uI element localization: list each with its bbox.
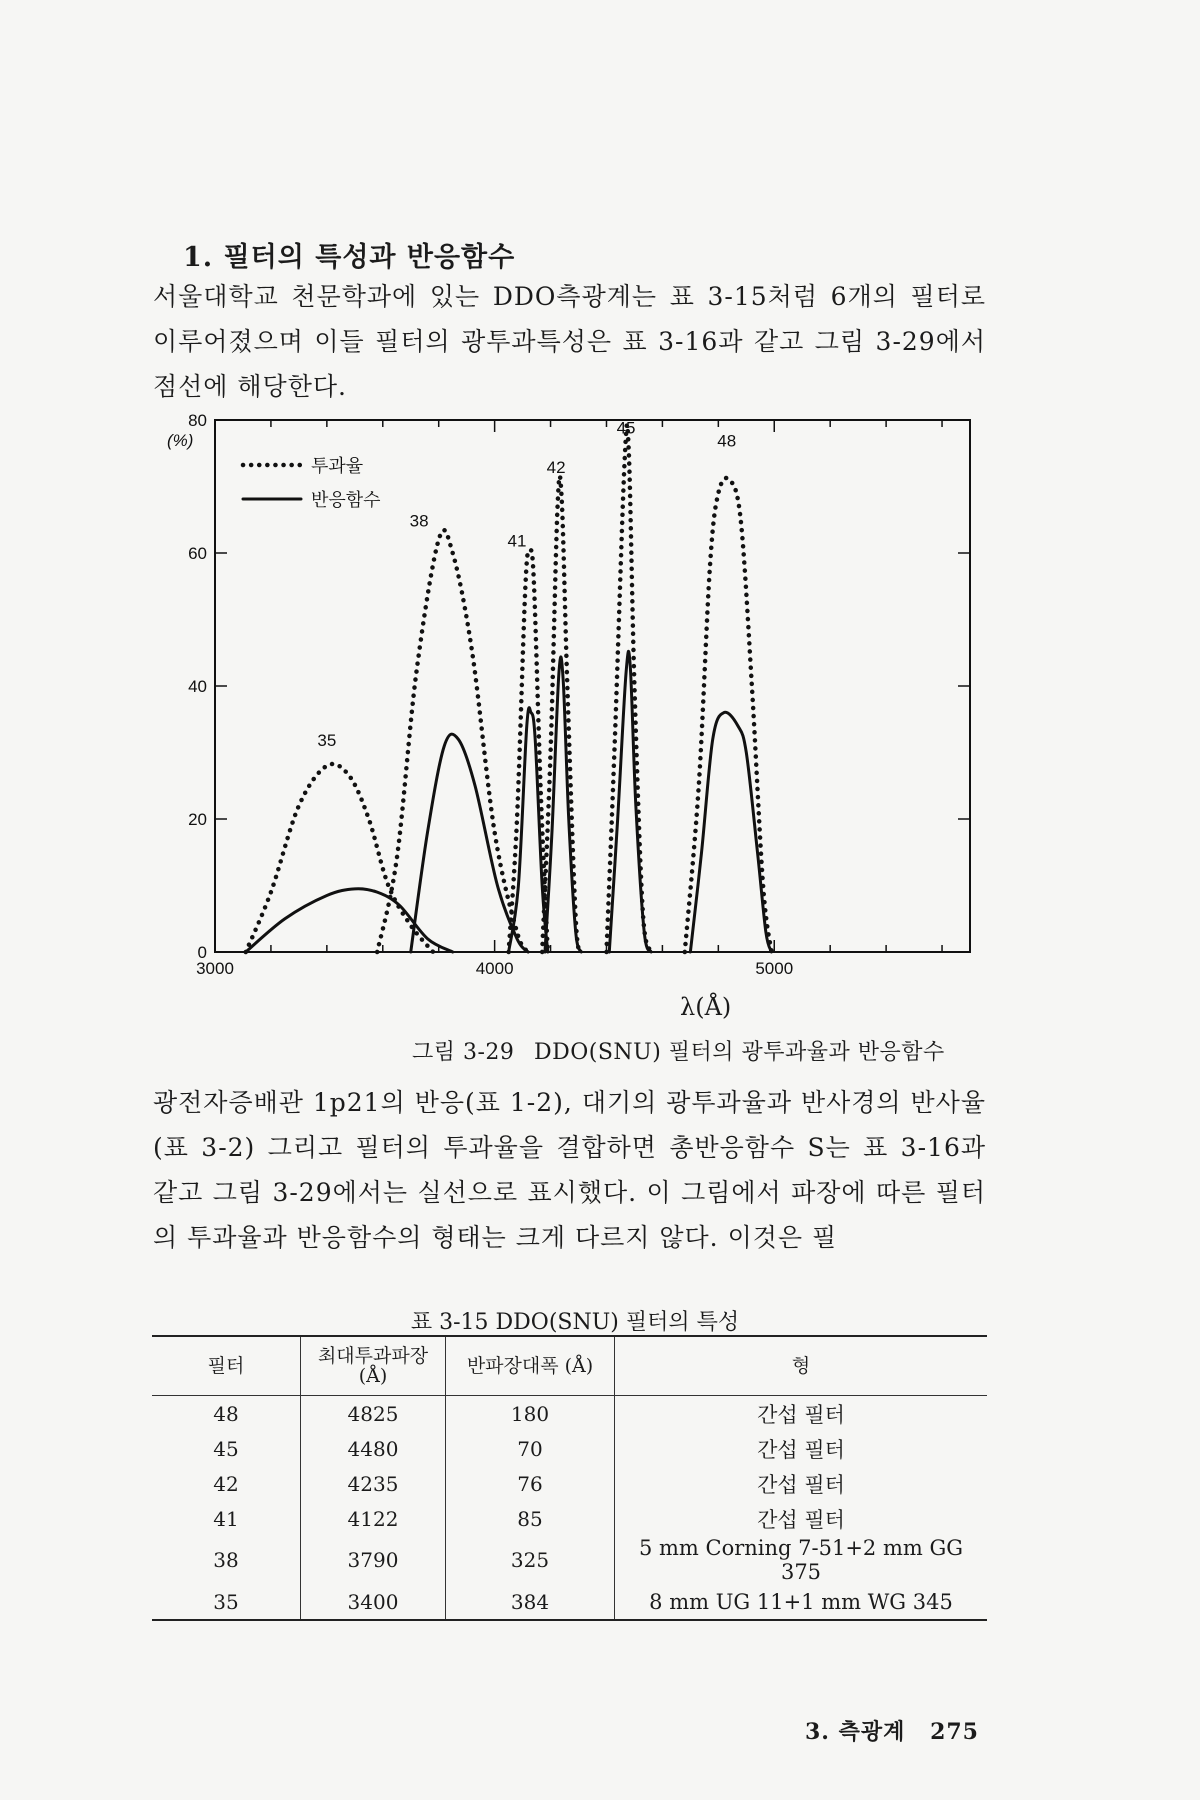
x-tick-label: 4000 (475, 959, 514, 978)
table-header-peak-wavelength: 최대투과파장 (Å) (301, 1337, 446, 1396)
table-row (152, 1501, 987, 1536)
y-tick-label: 20 (188, 810, 207, 829)
figure-caption-text: DDO(SNU) 필터의 광투과율과 반응함수 (533, 1040, 945, 1065)
peak-label: 38 (409, 511, 429, 531)
cell-type: 간섭 필터 (757, 1402, 845, 1427)
legend-label: 투과율 (311, 456, 364, 476)
cell-filter: 35 (152, 1584, 301, 1619)
footer-chapter: 3. 측광계 (805, 1719, 906, 1745)
x-tick-label: 3000 (196, 959, 234, 978)
cell-type: 8 mm UG 11+1 mm WG 345 (649, 1589, 953, 1614)
peak-label: 42 (546, 458, 566, 478)
y-tick-label: 80 (188, 411, 207, 430)
response-curve (690, 712, 771, 952)
table-row (152, 1466, 987, 1501)
paragraph-intro: 서울대학교 천문학과에 있는 DDO측광계는 표 3-15처럼 6개의 필터로 이루어졌으며 이들 필터의 광투과특성은 표 3-16과 같고 그림 3-29에서 점선에 해당한다. (153, 282, 986, 401)
filter-table (152, 1335, 987, 1621)
cell-peak: 4235 (301, 1466, 446, 1501)
y-tick-label: 60 (188, 544, 207, 563)
x-tick-label: 5000 (755, 959, 794, 978)
legend-label: 반응함수 (311, 490, 381, 510)
cell-peak: 3400 (301, 1584, 446, 1619)
response-curve (609, 651, 651, 952)
cell-width: 384 (446, 1584, 615, 1619)
cell-width: 180 (446, 1396, 615, 1432)
cell-width: 76 (446, 1466, 615, 1501)
x-axis-label: λ(Å) (680, 993, 732, 1021)
cell-type: 간섭 필터 (757, 1507, 845, 1532)
table-header-row (152, 1337, 987, 1396)
table-caption: 표 3-15 DDO(SNU) 필터의 특성 (410, 1310, 740, 1335)
y-unit-label: (%) (167, 431, 194, 450)
figure-caption-number: 그림 3-29 (412, 1040, 515, 1065)
cell-filter: 42 (152, 1466, 301, 1501)
y-tick-label: 40 (188, 677, 207, 696)
cell-filter: 38 (152, 1536, 301, 1584)
figure-3-29 (150, 405, 1000, 1065)
cell-peak: 4825 (301, 1396, 446, 1432)
cell-width: 325 (446, 1536, 615, 1584)
table-header-half-width: 반파장대폭 (Å) (446, 1337, 615, 1396)
y-tick-label: 0 (197, 943, 207, 962)
table-row (152, 1396, 987, 1432)
cell-peak: 4480 (301, 1431, 446, 1466)
table-header-filter: 필터 (152, 1337, 301, 1396)
cell-type: 5 mm Corning 7-51+2 mm GG 375 (638, 1536, 964, 1584)
table-row (152, 1536, 987, 1584)
cell-width: 70 (446, 1431, 615, 1466)
transmission-curve (377, 530, 528, 952)
peak-label: 48 (717, 431, 737, 451)
page-number: 275 (930, 1719, 979, 1745)
table-header-type: 형 (615, 1337, 988, 1396)
peak-label: 41 (507, 531, 527, 551)
peak-label: 35 (317, 730, 337, 750)
peak-label: 45 (616, 418, 636, 438)
page-footer (805, 1715, 979, 1746)
cell-type: 간섭 필터 (757, 1437, 845, 1462)
figure-caption (290, 1035, 1140, 1066)
cell-filter: 41 (152, 1501, 301, 1536)
cell-filter: 48 (152, 1396, 301, 1432)
paragraph-response: 광전자증배관 1p21의 반응(표 1-2), 대기의 광투과율과 반사경의 반사율(표 3-2) 그리고 필터의 투과율을 결합하면 총반응함수 S는 표 3-16과 같고 그림 3-29에서는 실선으로 표시했다. 이 그림에서 파장에 따른 필터의 투과율과 반응함수의 형태는 크게 다르지 않다. 이것은 필 (153, 1088, 986, 1252)
cell-type: 간섭 필터 (757, 1472, 845, 1497)
cell-width: 85 (446, 1501, 615, 1536)
table-row (152, 1584, 987, 1619)
cell-peak: 3790 (301, 1536, 446, 1584)
transmission-chart (150, 405, 1000, 985)
cell-peak: 4122 (301, 1501, 446, 1536)
table-row (152, 1431, 987, 1466)
section-title: 1. 필터의 특성과 반응함수 (183, 242, 516, 273)
response-curve (246, 889, 453, 952)
cell-filter: 45 (152, 1431, 301, 1466)
